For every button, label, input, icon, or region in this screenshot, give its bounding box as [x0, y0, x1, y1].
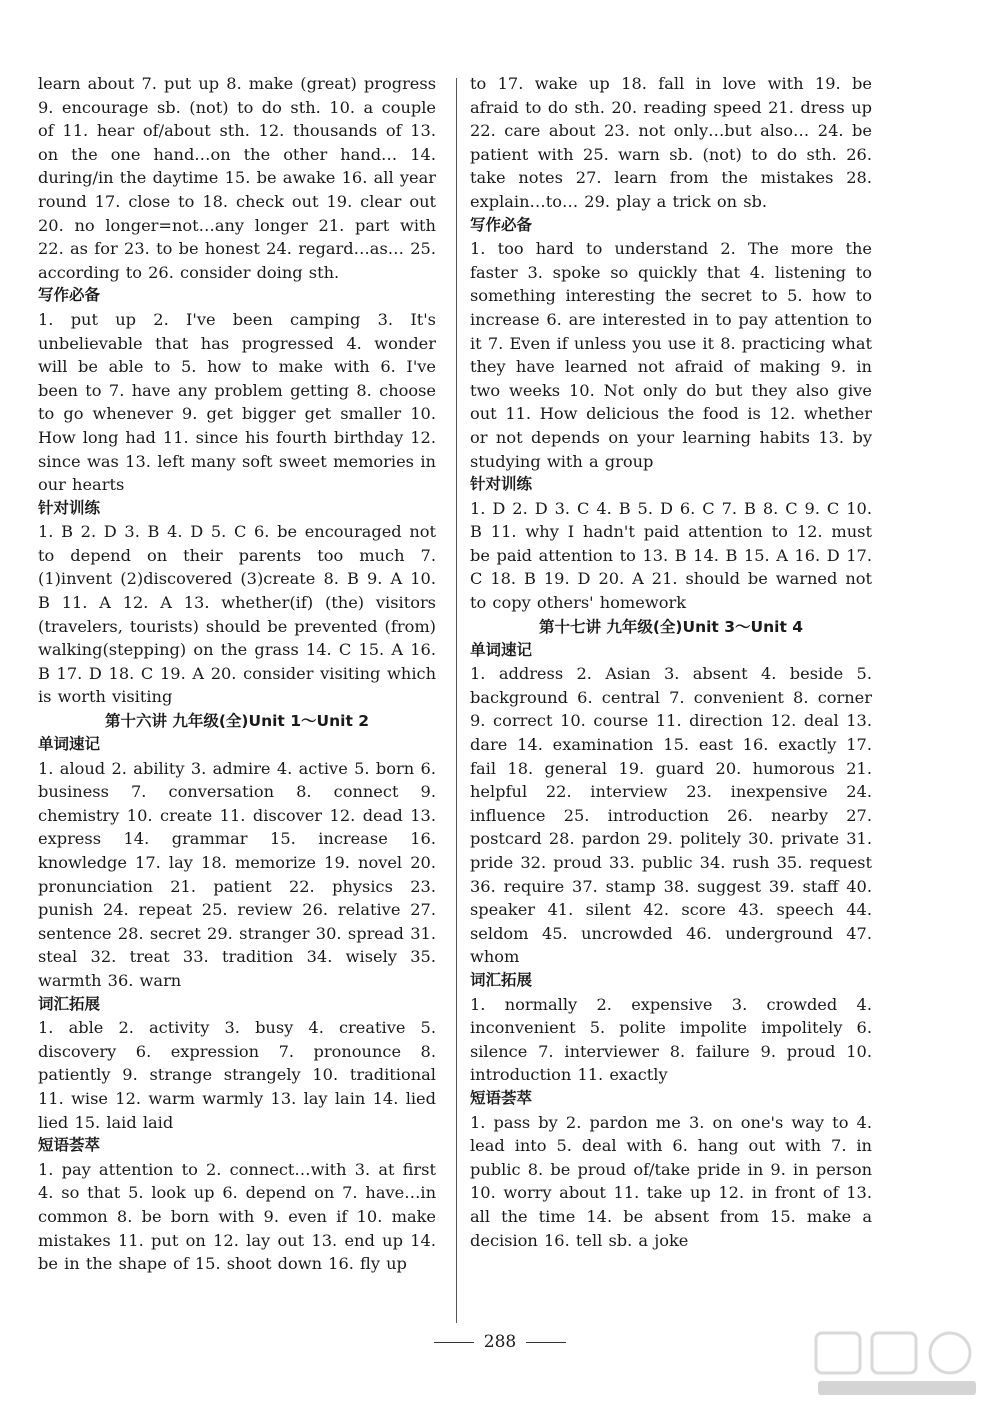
column-divider: [456, 78, 457, 1323]
left-heading-practice: 针对训练: [38, 498, 101, 517]
left-block-0: learn about 7. put up 8. make (great) progress 9. encourage sb. (not) to do sth. 10. a couple of 11. hear of/about sth. 12. thousands of 13. on the one hand…on the other hand… 14. during/in the daytime 15. be awake 16. all year round 17. close to 18. check out 19. clear out 20. no longer=not…any longer 21. part with 22. as for 23. to be honest 24. regard…as… 25. according to 26. consider doing sth.: [38, 74, 436, 282]
right-heading-phrases: 短语荟萃: [470, 1088, 533, 1107]
left-block-9: 1. able 2. activity 3. busy 4. creative 5. discovery 6. expression 7. pronounce 8. patiently 9. strange strangely 10. traditional 11. wise 12. warm warmly 13. lay lain 14. lied lied 15. laid laid: [38, 1018, 436, 1132]
lesson-17-title: 第十七讲 九年级(全)Unit 3～Unit 4: [538, 617, 804, 636]
watermark-logo: [812, 1329, 982, 1399]
right-block-4: 1. D 2. D 3. C 4. B 5. D 6. C 7. B 8. C 9. C 10. B 11. why I hadn't paid attention to 12. must be paid attention to 13. B 14. B 15. A 16. D 17. C 18. B 19. D 20. A 21. should be warned not to copy others' homework: [470, 498, 872, 613]
lesson-16-title: 第十六讲 九年级(全)Unit 1～Unit 2: [104, 712, 370, 731]
left-block-2: 1. put up 2. I've been camping 3. It's unbelievable that has progressed 4. wonder will be able to 5. how to make with 6. I've been to 7. have any problem getting 8. choose to go whenever 9. get bigger get smaller 10. How long had 11. since his fourth birthday 12. since was 13. left many soft sweet memories in our hearts: [38, 309, 436, 495]
left-block-11: 1. pay attention to 2. connect…with 3. at first 4. so that 5. look up 6. depend on 7. have…in common 8. be born with 9. even if 10. make mistakes 11. put on 12. lay out 13. end up 14. be in the shape of 15. shoot down 16. fly up: [38, 1159, 436, 1274]
right-block-2: 1. too hard to understand 2. The more the faster 3. spoke so quickly that 4. listening to something interesting the secret to 5. how to increase 6. are interested in to pay attention to it 7. Even if unless you use it 8. practicing what they have learned not afraid of making 9. in two weeks 10. Not only do but they also give out 11. How delicious the food is 12. whether or not depends on your learning habits 13. by studying with a group: [470, 239, 872, 471]
left-heading-word-expansion: 词汇拓展: [38, 994, 101, 1013]
left-heading-writing: 写作必备: [38, 286, 101, 305]
footer-dash-left: [434, 1342, 474, 1343]
left-block-7: 1. aloud 2. ability 3. admire 4. active 5. born 6. business 7. conversation 8. connect 9. chemistry 10. create 11. discover 12. dead 13. express 14. grammar 15. increase 16. knowledge 17. lay 18. memorize 19. novel 20. pronunciation 21. patient 22. physics 23. punish 24. repeat 25. review 26. relative 27. sentence 28. secret 29. stranger 30. spread 31. steal 32. treat 33. tradition 34. wisely 35. warmth 36. warn: [38, 758, 436, 990]
right-block-11: 1. pass by 2. pardon me 3. on one's way to 4. lead into 5. deal with 6. hang out with 7. in public 8. be proud of/take pride in 9. in person 10. worry about 11. take up 12. in front of 13. all the time 14. be absent from 15. make a decision 16. tell sb. a joke: [470, 1112, 872, 1250]
right-heading-word-expansion: 词汇拓展: [470, 970, 533, 989]
right-block-7: 1. address 2. Asian 3. absent 4. beside 5. background 6. central 7. convenient 8. corner 9. correct 10. course 11. direction 12. deal 13. dare 14. examination 15. east 16. exactly 17. fail 18. general 19. guard 20. humorous 21. helpful 22. interview 23. inexpensive 24. influence 25. introduction 26. nearby 27. postcard 28. pardon 29. politely 30. private 31. pride 32. proud 33. public 34. rush 35. request 36. require 37. stamp 38. suggest 39. staff 40. speaker 41. silent 42. score 43. speech 44. seldom 45. uncrowded 46. underground 47. whom: [470, 664, 872, 967]
right-block-0: to 17. wake up 18. fall in love with 19. be afraid to do sth. 20. reading speed 21. dress up 22. care about 23. not only…but also… 24. be patient with 25. warn sb. (not) to do sth. 26. take notes 27. learn from the mistakes 28. explain…to… 29. play a trick on sb.: [470, 74, 872, 211]
left-column: [38, 72, 436, 1276]
right-heading-writing: 写作必备: [470, 215, 533, 234]
page-number: 288: [483, 1332, 517, 1352]
right-heading-vocab: 单词速记: [470, 640, 533, 659]
right-block-9: 1. normally 2. expensive 3. crowded 4. inconvenient 5. polite impolite impolitely 6. silence 7. interviewer 8. failure 9. proud 10. introduction 11. exactly: [470, 994, 872, 1085]
right-column: [470, 72, 872, 1252]
left-heading-phrases: 短语荟萃: [38, 1136, 101, 1155]
left-heading-vocab: 单词速记: [38, 735, 101, 754]
footer-dash-right: [526, 1342, 566, 1343]
right-heading-practice: 针对训练: [470, 475, 533, 494]
left-block-4: 1. B 2. D 3. B 4. D 5. C 6. be encouraged not to depend on their parents too much 7. (1)invent (2)discovered (3)create 8. B 9. A 10. B 11. A 12. A 13. whether(if) (the) visitors (travelers, tourists) should be prevented (from) walking(stepping) on the grass 14. C 15. A 16. B 17. D 18. C 19. A 20. consider visiting which is worth visiting: [38, 522, 436, 707]
